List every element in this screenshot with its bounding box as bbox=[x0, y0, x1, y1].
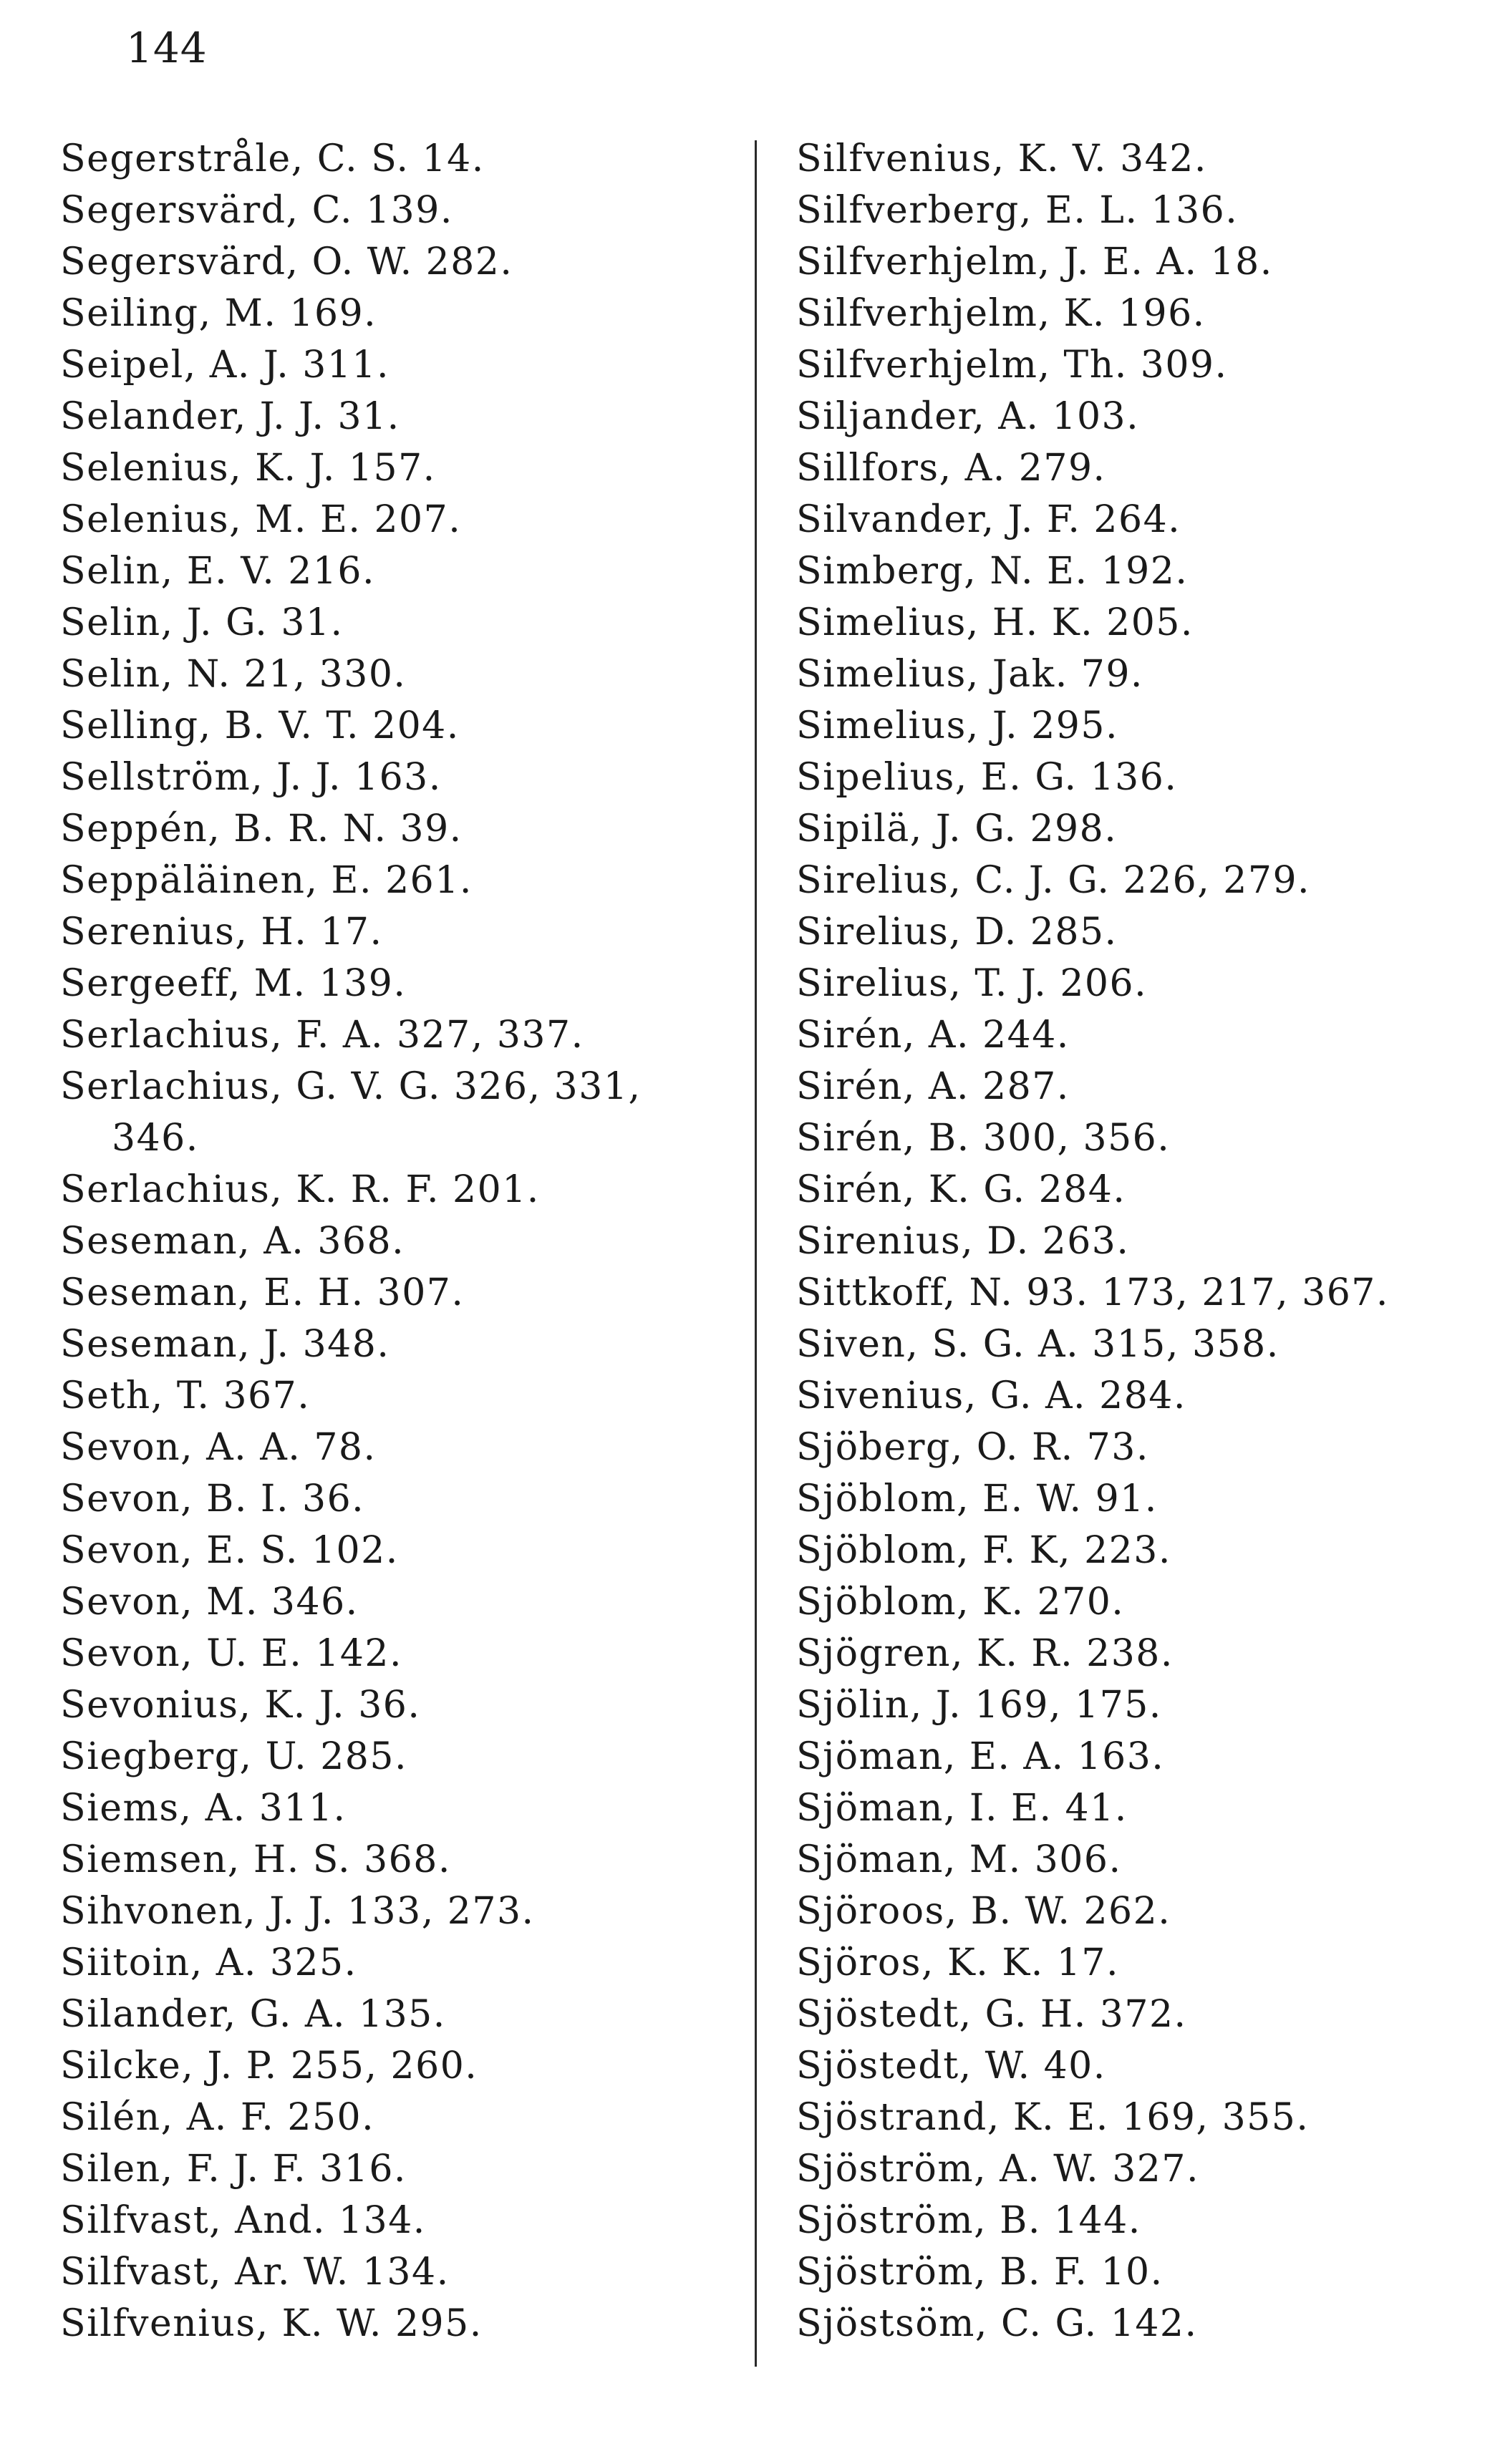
index-entry: Serenius, H. 17. bbox=[60, 911, 383, 954]
index-entry: Silfvast, And. 134. bbox=[60, 2199, 426, 2242]
index-entry: Sipilä, J. G. 298. bbox=[796, 807, 1118, 850]
index-entry: Sirén, A. 287. bbox=[796, 1065, 1070, 1108]
index-entry: Sellström, J. J. 163. bbox=[60, 756, 442, 799]
index-entry: Silén, A. F. 250. bbox=[60, 2096, 375, 2139]
index-entry: Siitoin, A. 325. bbox=[60, 1941, 357, 1984]
index-entry: Segersvärd, O. W. 282. bbox=[60, 241, 513, 283]
index-entry: Sirelius, C. J. G. 226, 279. bbox=[796, 859, 1311, 902]
index-entry: Simberg, N. E. 192. bbox=[796, 550, 1189, 593]
index-entry: Selenius, K. J. 157. bbox=[60, 447, 436, 490]
index-entry: Silfvenius, K. W. 295. bbox=[60, 2302, 483, 2345]
index-entry: Selin, N. 21, 330. bbox=[60, 653, 407, 696]
index-entry: Sjöstedt, G. H. 372. bbox=[796, 1993, 1187, 2036]
index-entry: Sjöblom, F. K, 223. bbox=[796, 1529, 1171, 1572]
index-entry: Siven, S. G. A. 315, 358. bbox=[796, 1323, 1280, 1366]
index-entry: Silfverhjelm, Th. 309. bbox=[796, 344, 1228, 387]
index-entry: Sjöblom, E. W. 91. bbox=[796, 1478, 1158, 1520]
index-entry: Seipel, A. J. 311. bbox=[60, 344, 390, 387]
index-entry: Sevon, U. E. 142. bbox=[60, 1632, 403, 1675]
index-entry: Silfverhjelm, K. 196. bbox=[796, 292, 1206, 335]
index-entry: Selin, E. V. 216. bbox=[60, 550, 376, 593]
index-entry: Segersvärd, C. 139. bbox=[60, 189, 453, 232]
index-entry: Selling, B. V. T. 204. bbox=[60, 704, 460, 747]
index-entry: Silvander, J. F. 264. bbox=[796, 498, 1181, 541]
index-entry: Sihvonen, J. J. 133, 273. bbox=[60, 1890, 535, 1933]
index-entry: Sjöström, A. W. 327. bbox=[796, 2148, 1199, 2191]
left-column bbox=[60, 133, 748, 2349]
column-divider bbox=[755, 140, 757, 2367]
page-number: 144 bbox=[126, 24, 208, 72]
index-entry: Sergeeff, M. 139. bbox=[60, 962, 407, 1005]
index-entry: Sjöman, M. 306. bbox=[796, 1838, 1122, 1881]
index-entry: Sirelius, D. 285. bbox=[796, 911, 1118, 954]
index-entry: Serlachius, G. V. G. 326, 331, bbox=[60, 1065, 642, 1108]
index-entry: Seseman, E. H. 307. bbox=[60, 1271, 465, 1314]
right-column bbox=[796, 133, 1473, 2349]
index-entry: Sjöman, I. E. 41. bbox=[796, 1787, 1128, 1830]
index-entry: Sirenius, D. 263. bbox=[796, 1220, 1130, 1263]
index-entry: Silfvast, Ar. W. 134. bbox=[60, 2251, 450, 2294]
index-entry: Sirelius, T. J. 206. bbox=[796, 962, 1148, 1005]
index-entry: Siems, A. 311. bbox=[60, 1787, 347, 1830]
index-entry: Seppäläinen, E. 261. bbox=[60, 859, 473, 902]
index-entry: Sevon, A. A. 78. bbox=[60, 1426, 377, 1469]
index-entry: Sevon, B. I. 36. bbox=[60, 1478, 365, 1520]
index-entry: Silfverberg, E. L. 136. bbox=[796, 189, 1239, 232]
index-entry: Silen, F. J. F. 316. bbox=[60, 2148, 407, 2191]
index-entry: Siemsen, H. S. 368. bbox=[60, 1838, 451, 1881]
index-entry: Silcke, J. P. 255, 260. bbox=[60, 2045, 478, 2087]
index-entry: Sjöstrand, K. E. 169, 355. bbox=[796, 2096, 1310, 2139]
index-entry: Sjöstedt, W. 40. bbox=[796, 2045, 1106, 2087]
index-entry: Seseman, J. 348. bbox=[60, 1323, 390, 1366]
index-entry: Sevon, M. 346. bbox=[60, 1581, 359, 1624]
index-entry: Sjögren, K. R. 238. bbox=[796, 1632, 1174, 1675]
index-entry: Sjöstsöm, C. G. 142. bbox=[796, 2302, 1198, 2345]
index-entry: Siegberg, U. 285. bbox=[60, 1735, 407, 1778]
index-entry: Selander, J. J. 31. bbox=[60, 395, 400, 438]
index-entry: Silfverhjelm, J. E. A. 18. bbox=[796, 241, 1273, 283]
index-entry: Sirén, B. 300, 356. bbox=[796, 1117, 1171, 1160]
index-entry: Sjöblom, K. 270. bbox=[796, 1581, 1125, 1624]
index-entry: Serlachius, F. A. 327, 337. bbox=[60, 1014, 584, 1057]
index-entry: Seseman, A. 368. bbox=[60, 1220, 405, 1263]
index-entry: Seth, T. 367. bbox=[60, 1374, 311, 1417]
index-entry: Sjöström, B. F. 10. bbox=[796, 2251, 1164, 2294]
index-entry: Seiling, M. 169. bbox=[60, 292, 377, 335]
index-entry: Sjölin, J. 169, 175. bbox=[796, 1684, 1162, 1727]
index-entry: Sjöberg, O. R. 73. bbox=[796, 1426, 1149, 1469]
index-entry-continuation: 346. bbox=[112, 1117, 199, 1160]
index-entry: Sittkoff, N. 93. 173, 217, 367. bbox=[796, 1271, 1389, 1314]
index-entry: Sipelius, E. G. 136. bbox=[796, 756, 1178, 799]
index-entry: Sevon, E. S. 102. bbox=[60, 1529, 399, 1572]
index-entry: Serlachius, K. R. F. 201. bbox=[60, 1168, 540, 1211]
index-entry: Siljander, A. 103. bbox=[796, 395, 1140, 438]
index-entry: Sjöström, B. 144. bbox=[796, 2199, 1141, 2242]
index-entry: Selin, J. G. 31. bbox=[60, 601, 344, 644]
index-entry: Sjöroos, B. W. 262. bbox=[796, 1890, 1171, 1933]
index-entry: Sjöman, E. A. 163. bbox=[796, 1735, 1165, 1778]
index-entry: Sivenius, G. A. 284. bbox=[796, 1374, 1186, 1417]
index-entry: Selenius, M. E. 207. bbox=[60, 498, 462, 541]
index-entry: Seppén, B. R. N. 39. bbox=[60, 807, 463, 850]
index-entry: Segerstråle, C. S. 14. bbox=[60, 137, 485, 180]
index-entry: Sirén, K. G. 284. bbox=[796, 1168, 1126, 1211]
index-entry: Silfvenius, K. V. 342. bbox=[796, 137, 1207, 180]
index-entry: Simelius, Jak. 79. bbox=[796, 653, 1143, 696]
index-entry: Sevonius, K. J. 36. bbox=[60, 1684, 421, 1727]
index-entry: Sirén, A. 244. bbox=[796, 1014, 1070, 1057]
index-entry: Sjöros, K. K. 17. bbox=[796, 1941, 1119, 1984]
index-entry: Simelius, H. K. 205. bbox=[796, 601, 1194, 644]
index-entry: Silander, G. A. 135. bbox=[60, 1993, 446, 2036]
index-entry: Simelius, J. 295. bbox=[796, 704, 1118, 747]
index-entry: Sillfors, A. 279. bbox=[796, 447, 1106, 490]
